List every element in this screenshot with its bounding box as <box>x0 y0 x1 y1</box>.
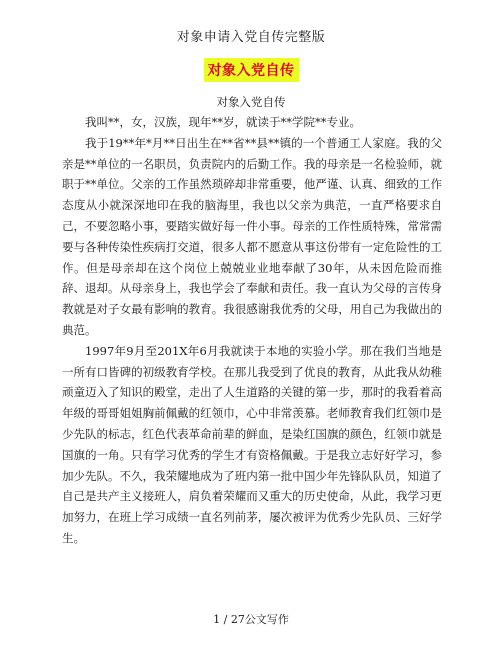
page-header: 对象申请入党自传完整版 <box>176 30 326 45</box>
paragraph-family: 我于19**年*月**日出生在**省**县**镇的一个普通工人家庭。我的父亲是**单位的一名职员，负责院内的后勤工作。我的母亲是一名检验师，就职于**单位。父亲的工作虽然琐碎却非常重要，他严谨、认真、细致的工作态度从小就深深地印在我的脑海里，我也以父亲为典范，一直严格要求自己，不要忽略小事，要踏实做好每一件小事。母亲的工作性质特殊，常常需要与各种传染性疾病打交道，很多人都不愿意从事这份带有一定危险性的工作。但是母亲却在这个岗位上兢兢业业地奉献了30年，从未因危险而推辞、退却。从母亲身上，我也学会了奉献和责任。我一直认为父母的言传身教就是对子女最有影响的教育。我很感谢我优秀的父母，用自己为我做出的典范。 <box>62 135 442 337</box>
document-body <box>62 112 442 549</box>
page-footer: 1 / 27公文写作 <box>213 613 289 626</box>
title-container <box>0 58 502 82</box>
paragraph-school: 1997年9月至201X年6月我就读于本地的实验小学。那在我们当地是一所有口皆碑的初级教育学校。在那儿我受到了优良的教育，从此我从幼稚顽童迈入了知识的殿堂，走出了人生道路的关键的第一步，那时的我看着高年级的哥哥姐姐胸前佩戴的红领巾，心中非常羡慕。老师教育我们红领巾是少先队的标志，红色代表革命前辈的鲜血，是染红国旗的颜色，红领巾就是国旗的一角。只有学习优秀的学生才有资格佩戴。于是我立志好好学习，参加少先队。不久，我荣耀地成为了班内第一批中国少年先锋队队员，知道了自己是共产主义接班人，肩负着荣耀而又重大的历史使命，从此，我学习更加努力，在班上学习成绩一直名列前茅，屡次被评为优秀少先队员、三好学生。 <box>62 343 442 545</box>
paragraph-intro: 我叫**，女，汉族，现年**岁，就读于**学院**专业。 <box>85 115 361 129</box>
document-subtitle: 对象入党自传 <box>216 95 286 109</box>
document-title: 对象入党自传 <box>204 58 299 82</box>
